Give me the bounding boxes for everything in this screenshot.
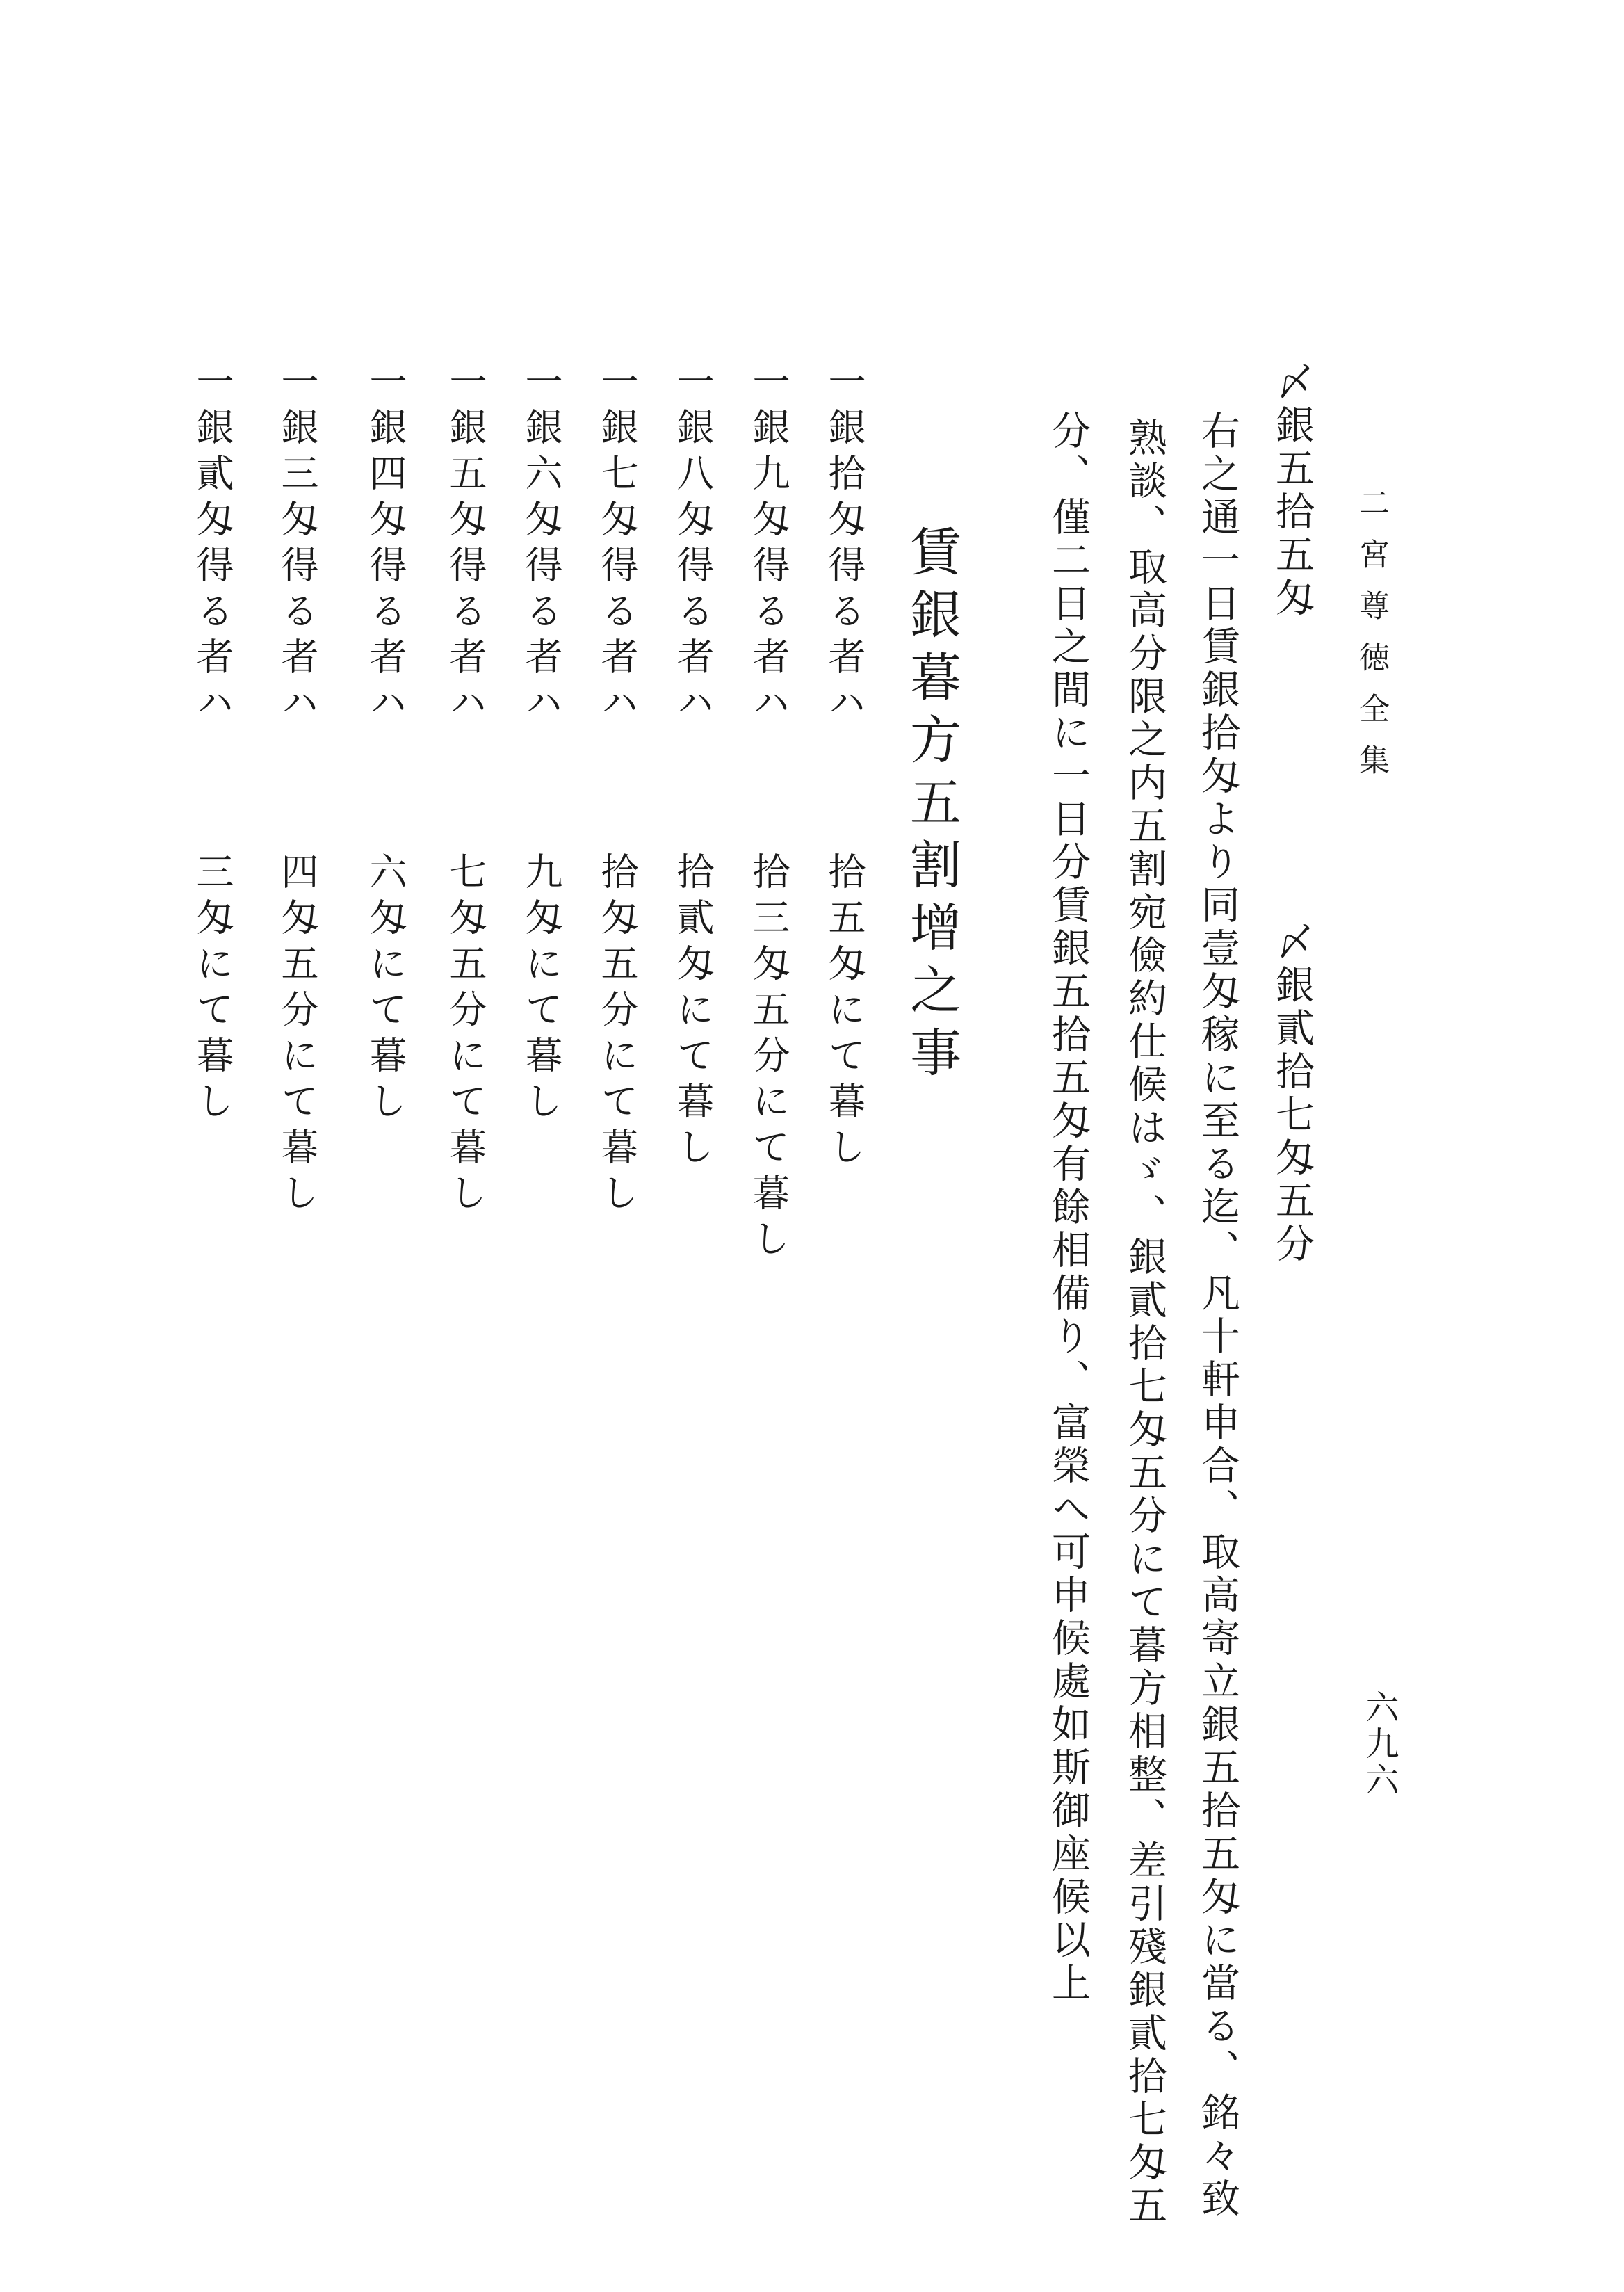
list-item-live: 三匁にて暮し [190, 852, 234, 1127]
section-title: 賃銀暮方五割增之事 [902, 525, 961, 1088]
total-line-a: 〆銀五拾五匁 [1269, 362, 1315, 620]
list-item-earn: 一銀五匁得る者ハ [444, 362, 487, 729]
list-item-earn: 一銀貳匁得る者ハ [190, 362, 234, 729]
list-item-earn: 一銀九匁得る者ハ [747, 362, 790, 729]
list-item-live: 六匁にて暮し [364, 852, 407, 1127]
paragraph-line-2: 熟談、取高分限之内五割宛儉約仕候はゞ、銀貳拾七匁五分にて暮方相整、差引殘銀貳拾七匁五 [1122, 417, 1167, 2228]
list-item-live: 九匁にて暮し [519, 852, 563, 1127]
list-item-live: 拾貳匁にて暮し [671, 852, 715, 1173]
total-line-b: 〆銀貳拾七匁五分 [1269, 921, 1315, 1266]
list-item-earn: 一銀拾匁得る者ハ [822, 362, 866, 729]
list-item-earn: 一銀七匁得る者ハ [595, 362, 639, 729]
list-item-earn: 一銀八匁得る者ハ [671, 362, 715, 729]
list-item-live: 七匁五分にて暮し [444, 852, 487, 1219]
book-title: 二宮尊徳全集 [1354, 487, 1389, 796]
list-item-live: 拾三匁五分にて暮し [747, 852, 790, 1265]
list-item-live: 拾匁五分にて暮し [595, 852, 639, 1219]
list-item-earn: 一銀四匁得る者ハ [364, 362, 407, 729]
list-item-live: 拾五匁にて暮し [822, 852, 866, 1173]
list-item-earn: 一銀六匁得る者ハ [519, 362, 563, 729]
list-item-live: 四匁五分にて暮し [275, 852, 319, 1219]
page-number: 六九六 [1360, 1690, 1399, 1798]
paragraph-line-1: 右之通一日賃銀拾匁より同壹匁稼に至る迄、凡十軒申合、取高寄立銀五拾五匁に當る、銘々致 [1195, 410, 1240, 2221]
paragraph-line-3: 分、僅二日之間に一日分賃銀五拾五匁有餘相備り、富榮へ可申候處如斯御座候以上 [1046, 410, 1091, 2006]
list-item-earn: 一銀三匁得る者ハ [275, 362, 319, 729]
